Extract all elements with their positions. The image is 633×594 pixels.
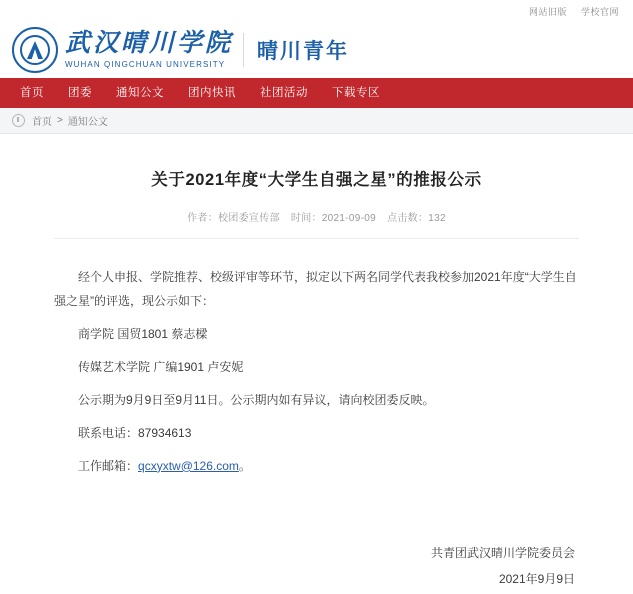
meta-views: 点击数：132 bbox=[387, 212, 446, 224]
page-title: 关于2021年度“大学生自强之星”的推报公示 bbox=[151, 171, 482, 189]
nav-item-clubs[interactable]: 社团活动 bbox=[260, 87, 308, 99]
header-divider bbox=[243, 33, 244, 67]
signature-date: 2021年9月9日 bbox=[498, 572, 575, 587]
email-suffix: 。 bbox=[238, 458, 251, 473]
top-link-old-site[interactable]: 网站旧版 bbox=[528, 6, 567, 17]
article-paragraph: 经个人申报、学院推荐、校级评审等环节，拟定以下两名同学代表我校参加2021年度“大学生自强之星”的评选，现公示如下： bbox=[54, 269, 577, 308]
breadcrumb-separator: > bbox=[57, 115, 63, 126]
article-body bbox=[54, 265, 579, 478]
nav-item-downloads[interactable]: 下载专区 bbox=[332, 87, 380, 99]
breadcrumb-current[interactable]: 通知公文 bbox=[67, 117, 108, 128]
logo-text-block bbox=[65, 31, 233, 68]
nav-item-home[interactable]: 首页 bbox=[20, 87, 44, 99]
nav-item-notices[interactable]: 通知公文 bbox=[116, 87, 164, 99]
logo-chinese-name: 武汉晴川学院 bbox=[65, 30, 234, 58]
meta-author: 作者：校团委宣传部 bbox=[187, 212, 280, 224]
breadcrumb bbox=[0, 108, 633, 134]
article-paragraph: 商学院 国贸1801 蔡志樑 bbox=[78, 326, 208, 341]
breadcrumb-home[interactable]: 首页 bbox=[32, 117, 52, 128]
article-card bbox=[14, 134, 619, 593]
meta-time: 时间：2021-09-09 bbox=[290, 212, 376, 224]
article-meta bbox=[54, 209, 579, 224]
top-utility-bar bbox=[0, 0, 633, 22]
main-nav bbox=[0, 78, 633, 108]
location-icon bbox=[12, 114, 25, 127]
logo-english-name: WUHAN QINGCHUAN UNIVERSITY bbox=[65, 59, 226, 69]
article-paragraph: 联系电话：87934613 bbox=[78, 425, 192, 440]
signature-organization: 共青团武汉晴川学院委员会 bbox=[430, 545, 575, 560]
site-header bbox=[0, 22, 633, 78]
article-paragraph: 传媒艺术学院 广编1901 卢安妮 bbox=[78, 359, 244, 374]
email-label: 工作邮箱： bbox=[78, 458, 139, 473]
top-link-school-site[interactable]: 学校官网 bbox=[580, 6, 619, 17]
article-paragraph: 公示期为9月9日至9月11日。公示期内如有异议，请向校团委反映。 bbox=[78, 392, 435, 407]
nav-item-tuanwei[interactable]: 团委 bbox=[68, 87, 92, 99]
email-link[interactable]: qcxyxtw@126.com bbox=[138, 458, 239, 473]
article-email-line bbox=[54, 454, 579, 478]
article-signature bbox=[54, 540, 579, 593]
meta-divider bbox=[54, 238, 579, 239]
nav-item-news[interactable]: 团内快讯 bbox=[188, 87, 236, 99]
university-emblem-icon bbox=[12, 27, 58, 73]
site-subtitle: 晴川青年 bbox=[257, 39, 350, 63]
